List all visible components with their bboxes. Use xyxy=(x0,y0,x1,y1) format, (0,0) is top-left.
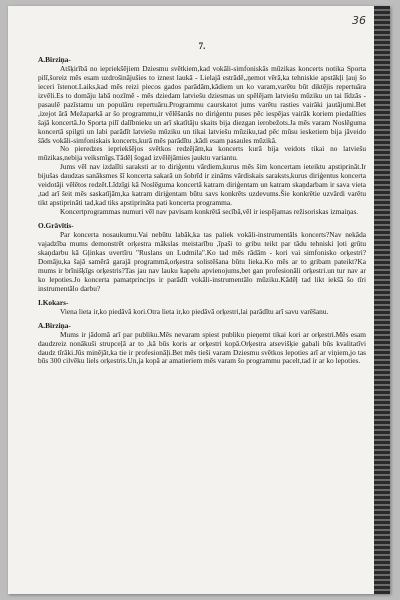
page-number: 7. xyxy=(198,41,206,51)
paragraph: No pieredzes iepriekšējos svētkos redzējām,ka koncerts kurā bija veidots tikai no latviešu mūzikas,nebija veiksmīgs.Tādēļ šogad izvēlējāmies jauktu variantu. xyxy=(38,144,366,163)
speaker-name: A.Birziņa- xyxy=(38,320,71,330)
paragraph: Atšķirībā no iepriekšējiem Dziesmu svētkiem,kad vokāli-simfoniskās mūzikas koncerts notika Sporta pilī,šoreiz mēs esam uzdrošinājušies to iznest laukā - Lielajā estrādē,,ņemot vērā,ka tehniskie apstākļi ļauj šo ieceri īstenot.Laiks,kad mēs reizi piecos gados parādām,kādiem un ko varam,varētu būt diktējis repertuāra izvēli.Es to domāju labā nozīmē - mēs dziedam latviešu dziesmas un spēlējam latviešu mūziku un tai līdzās - pasaulē pazīstamu un populāru repertuāru.Programmu caurskatot jums varētu rasties vairāki jautājumi.Bet ,izejot ārā Mežaparkā ar šo programmu,ir vēlēšanās no diriģentu puses pēc iespējas vairāk koriem piedalīties šajā koncertā.Jo Sporta pilī dalībnieku un arī skatītāju skaits bija diezgan ierobežots.Ja mēs varam Noslēguma koncertā spilgti un labi parādīt latviešu mūziku un tikai latviešu mūziku,tad pēc mūsu iesketiem bija jāveido šāds vokāli-simfoniskais koncerts,kurā mēs parādītu ,kādi esam pasaules mūzikā. xyxy=(38,63,366,145)
paragraph: Mums ir jādomā arī par publiku.Mēs nevaram spiest publiku pieņemt tikai kori ar orķestri.Mēs esam daudzreiz nonākuši strupceļā ar to ,kā būs koris ar orķestri kopā.Orķestra atsevišķie gabali būs kvalitatīvi daudz tīrāki.Jūs minējāt,ka tie ir profesionāļi.Bet mēs tieši varam Dziesmu svētkos lepoties arī ar viņiem,jo tas būs 300 cilvēku liels orķestris.Un,ja kopā ar amatieriem mēs varam šo programmu pacelt,tad ir ar ko lepoties. xyxy=(38,329,366,366)
document-page xyxy=(8,6,390,594)
binding-strip xyxy=(374,6,390,594)
page-content xyxy=(38,42,366,366)
paragraph: Par koncerta nosaukumu.Vai nebūtu labāk,ka tas paliek vokāli-instrumentāls koncerts?Nav nekāda vajadzība mums demonstrēt orķestra mākslas meistarību ,īpaši to gribu teikt par tādu tehniski ļoti grūtu skaņdarbu kā Gļinkas uvertīru "Ruslans un Ludmila".Ko tad mēs rādām - kori vai simfonisko orķestri?Domāju,ka šajā samērā garajā programmā,orķestra solistēšana būtu lieka.Ko mēs ar to gribam pateikt?Ka mums ir brīnišķīgs orķestris?Tas jau nav lauku kapelu apvienojums,bet gan profesionāli orķestri.un tur nav ar ko lepoties.Jo koncerta pamatprincips ir parādīt vokāli-instrumentālo mūziku.Kādēļ tad likt iekšā šo tīri instrumentālo darbu? xyxy=(38,230,366,293)
handwritten-page-number: 36 xyxy=(352,14,366,27)
speaker-name: I.Kokars- xyxy=(38,297,69,307)
speaker-name: A.Birziņa- xyxy=(38,54,71,64)
paragraph: Koncertprogrammas numuri vēl nav pavisam konkrētā secībā,vēl ir iespējamas režisoriskas izmaiņas. xyxy=(60,207,359,217)
speaker-name: O.Grāvītis- xyxy=(38,221,74,231)
paragraph: Viena lieta ir,ko piedāvā kori.Otra lieta ir,ko piedāvā orķestri,lai parādītu arī savu varēšanu. xyxy=(60,306,329,316)
paragraph: Jums vēl nav izdalīti saraksti ar to diriģentu vārdiem,kurus mēs šim koncertam ieteiktu apstiprināt.Ir bijušas daudzas sanāksmes šī koncerta sakarā un šobrīd ir zināms vārdiskais saraksts,kurus diriģentus koncerta veidotāji vēlētos redzēt.Līdzīgi kā Noslēguma koncertā katram diriģentam un katram skaņdarbam ir sava vieta ,tad arī šeit mēs saskatījām,ka katram diriģentam būtu savs konkrēts uzdevums.Šie konkrētie uzvārdi varētu tikt apstiprināti tad,kad tiks apstiprināta pati koncerta programma. xyxy=(38,162,366,208)
